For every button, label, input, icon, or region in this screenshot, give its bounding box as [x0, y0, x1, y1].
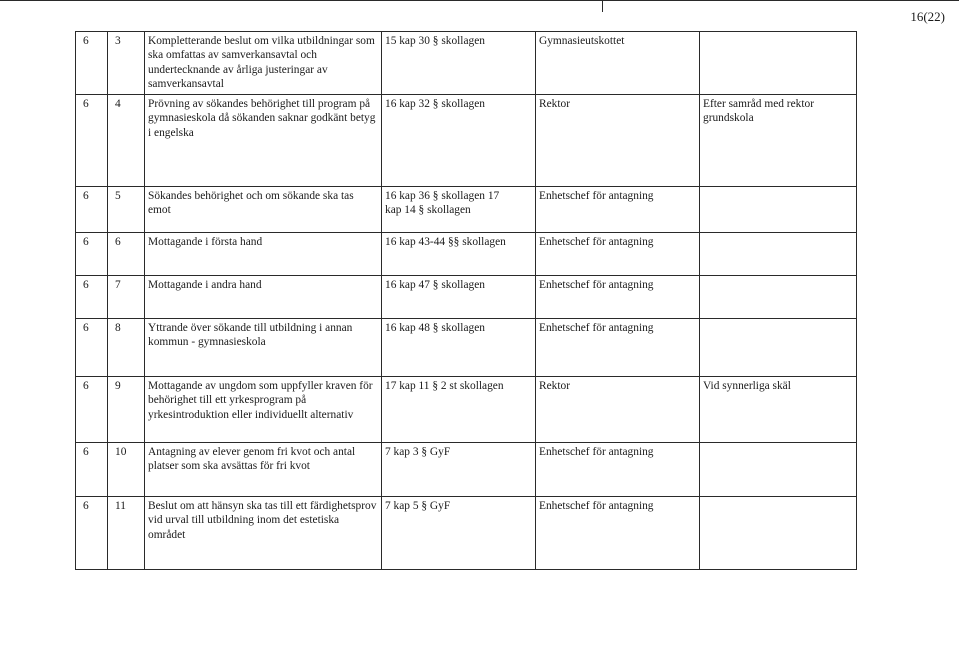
- table-row: [76, 233, 857, 276]
- delegate-cell: Enhetschef för antagning: [536, 497, 700, 570]
- table-row: [76, 187, 857, 233]
- note-cell: [700, 497, 857, 570]
- page-top-rule: [0, 0, 959, 1]
- delegate-cell: Enhetschef för antagning: [536, 187, 700, 233]
- description-cell: Mottagande av ungdom som uppfyller kraven för behörighet till ett yrkesprogram på yrkesintroduktion eller individuellt alternativ: [145, 377, 382, 443]
- table-row: [76, 319, 857, 377]
- chapter-cell: 6: [76, 377, 108, 443]
- note-cell: [700, 443, 857, 497]
- note-cell: [700, 32, 857, 95]
- chapter-cell: 6: [76, 32, 108, 95]
- chapter-cell: 6: [76, 319, 108, 377]
- item-number-cell: 7: [108, 276, 145, 319]
- item-number-cell: 10: [108, 443, 145, 497]
- note-cell: [700, 187, 857, 233]
- delegate-cell: Enhetschef för antagning: [536, 319, 700, 377]
- law-reference-cell: 16 kap 36 § skollagen 17 kap 14 § skollagen: [382, 187, 536, 233]
- item-number-cell: 6: [108, 233, 145, 276]
- item-number-cell: 8: [108, 319, 145, 377]
- law-reference-cell: 17 kap 11 § 2 st skollagen: [382, 377, 536, 443]
- law-reference-cell: 16 kap 48 § skollagen: [382, 319, 536, 377]
- description-cell: Prövning av sökandes behörighet till program på gymnasieskola då sökanden saknar godkänt betyg i engelska: [145, 95, 382, 187]
- page-top-tick: [602, 0, 603, 12]
- law-reference-cell: 16 kap 43-44 §§ skollagen: [382, 233, 536, 276]
- description-cell: Mottagande i andra hand: [145, 276, 382, 319]
- delegate-cell: Gymnasieutskottet: [536, 32, 700, 95]
- note-cell: Vid synnerliga skäl: [700, 377, 857, 443]
- chapter-cell: 6: [76, 233, 108, 276]
- description-cell: Mottagande i första hand: [145, 233, 382, 276]
- table-row: [76, 32, 857, 95]
- law-reference-cell: 7 kap 3 § GyF: [382, 443, 536, 497]
- description-cell: Kompletterande beslut om vilka utbildningar som ska omfattas av samverkansavtal och undertecknande av årliga justeringar av samverkansavtal: [145, 32, 382, 95]
- description-cell: Beslut om att hänsyn ska tas till ett färdighetsprov vid urval till utbildning inom det estetiska området: [145, 497, 382, 570]
- law-reference-cell: 7 kap 5 § GyF: [382, 497, 536, 570]
- law-reference-cell: 16 kap 47 § skollagen: [382, 276, 536, 319]
- delegate-cell: Rektor: [536, 95, 700, 187]
- delegate-cell: Rektor: [536, 377, 700, 443]
- chapter-cell: 6: [76, 95, 108, 187]
- note-cell: [700, 276, 857, 319]
- item-number-cell: 5: [108, 187, 145, 233]
- chapter-cell: 6: [76, 497, 108, 570]
- chapter-cell: 6: [76, 187, 108, 233]
- delegate-cell: Enhetschef för antagning: [536, 276, 700, 319]
- description-cell: Sökandes behörighet och om sökande ska tas emot: [145, 187, 382, 233]
- table-row: [76, 377, 857, 443]
- page-number: 16(22): [910, 9, 945, 24]
- delegate-cell: Enhetschef för antagning: [536, 233, 700, 276]
- table-row: [76, 443, 857, 497]
- law-reference-cell: 15 kap 30 § skollagen: [382, 32, 536, 95]
- chapter-cell: 6: [76, 276, 108, 319]
- table-row: [76, 276, 857, 319]
- description-cell: Yttrande över sökande till utbildning i annan kommun - gymnasieskola: [145, 319, 382, 377]
- law-reference-cell: 16 kap 32 § skollagen: [382, 95, 536, 187]
- chapter-cell: 6: [76, 443, 108, 497]
- description-cell: Antagning av elever genom fri kvot och antal platser som ska avsättas för fri kvot: [145, 443, 382, 497]
- delegate-cell: Enhetschef för antagning: [536, 443, 700, 497]
- note-cell: [700, 319, 857, 377]
- note-cell: Efter samråd med rektor grundskola: [700, 95, 857, 187]
- item-number-cell: 3: [108, 32, 145, 95]
- table-row: [76, 497, 857, 570]
- table-row: [76, 95, 857, 187]
- item-number-cell: 4: [108, 95, 145, 187]
- item-number-cell: 11: [108, 497, 145, 570]
- note-cell: [700, 233, 857, 276]
- item-number-cell: 9: [108, 377, 145, 443]
- delegation-table: [75, 31, 857, 570]
